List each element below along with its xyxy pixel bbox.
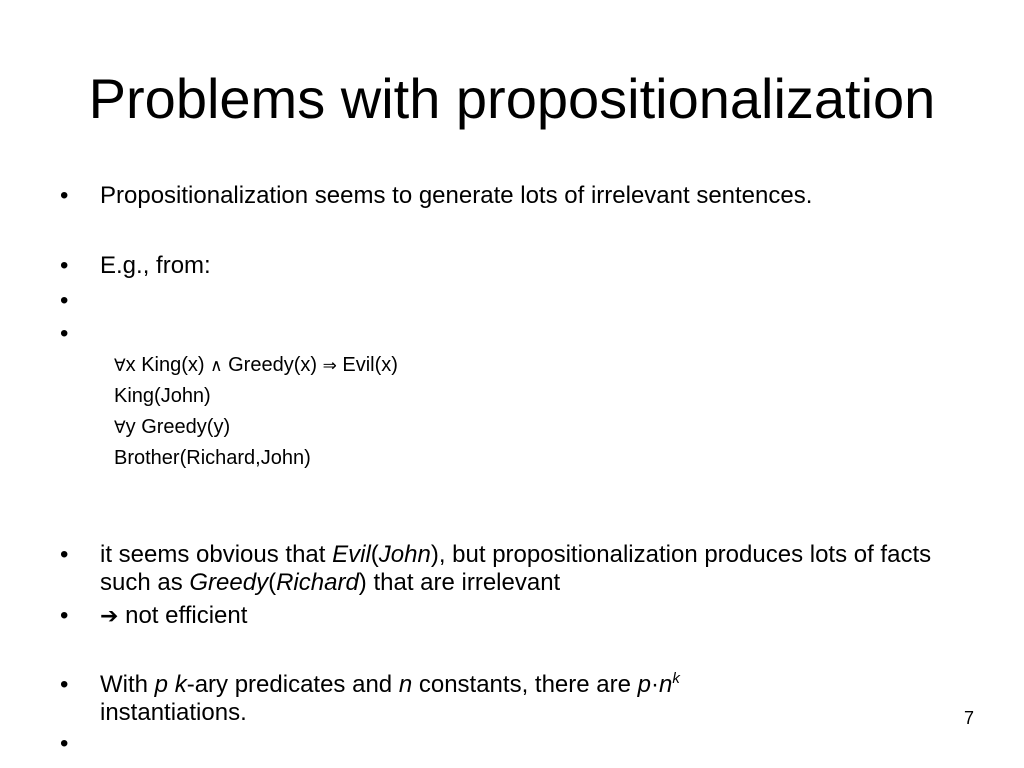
bullet-marker: • xyxy=(60,182,69,209)
formula-part: y Greedy(y) xyxy=(125,416,231,438)
formula-forall-greedy xyxy=(114,415,230,440)
text-run: it seems obvious that xyxy=(100,541,333,568)
italic-superscript: k xyxy=(672,670,680,687)
italic-run: Greedy xyxy=(189,569,269,596)
bullet-instantiations xyxy=(100,671,800,727)
text-run: constants, there are xyxy=(412,671,638,698)
implies-symbol: ⇒ xyxy=(322,356,337,376)
bullet-marker-empty: • xyxy=(60,320,69,347)
bullet-evil-john xyxy=(100,541,980,597)
formula-part: Evil(x) xyxy=(336,354,398,376)
text-run: -ary predicates and xyxy=(186,671,399,698)
italic-run: p xyxy=(154,671,169,698)
text-run: ) that are irrelevant xyxy=(358,569,561,596)
bullet-marker: • xyxy=(60,252,69,279)
formula-brother: Brother(Richard,John) xyxy=(114,447,311,469)
text-run: ), but propositionalization produces lots of facts such as xyxy=(100,541,932,596)
italic-run: n xyxy=(398,671,413,698)
text-run: not efficient xyxy=(118,602,248,629)
text-run: ( xyxy=(268,569,277,596)
text-run xyxy=(168,671,175,698)
bullet-example-from: E.g., from: xyxy=(100,252,211,279)
forall-symbol: ∀ xyxy=(114,356,126,376)
bullet-marker: • xyxy=(60,671,69,698)
formula-part: x King(x) xyxy=(125,354,211,376)
forall-symbol: ∀ xyxy=(114,418,126,438)
italic-run: p xyxy=(637,671,651,698)
bullet-marker: • xyxy=(60,541,69,568)
formula-king-john: King(John) xyxy=(114,385,211,407)
formula-king-greedy-evil xyxy=(114,353,398,378)
bullet-irrelevant-sentences: Propositionalization seems to generate lots of irrelevant sentences. xyxy=(100,182,813,209)
bullet-marker: • xyxy=(60,602,69,629)
bullet-not-efficient xyxy=(100,602,980,631)
arrow-icon: ➔ xyxy=(100,604,119,629)
italic-run: n xyxy=(659,671,673,698)
page-number: 7 xyxy=(963,708,974,728)
bullet-marker-empty: • xyxy=(60,287,69,314)
bullet-marker-empty: • xyxy=(60,730,69,757)
italic-run: John xyxy=(378,541,431,568)
text-run: · xyxy=(651,671,659,698)
text-run: ( xyxy=(370,541,379,568)
italic-run: Evil xyxy=(332,541,371,568)
italic-run: Richard xyxy=(276,569,359,596)
text-run: instantiations. xyxy=(100,699,247,726)
and-symbol: ∧ xyxy=(210,356,223,376)
slide-title: Problems with propositionalization xyxy=(88,67,936,130)
italic-run: k xyxy=(174,671,187,698)
formula-part: Greedy(x) xyxy=(222,354,323,376)
text-run: With xyxy=(100,671,155,698)
